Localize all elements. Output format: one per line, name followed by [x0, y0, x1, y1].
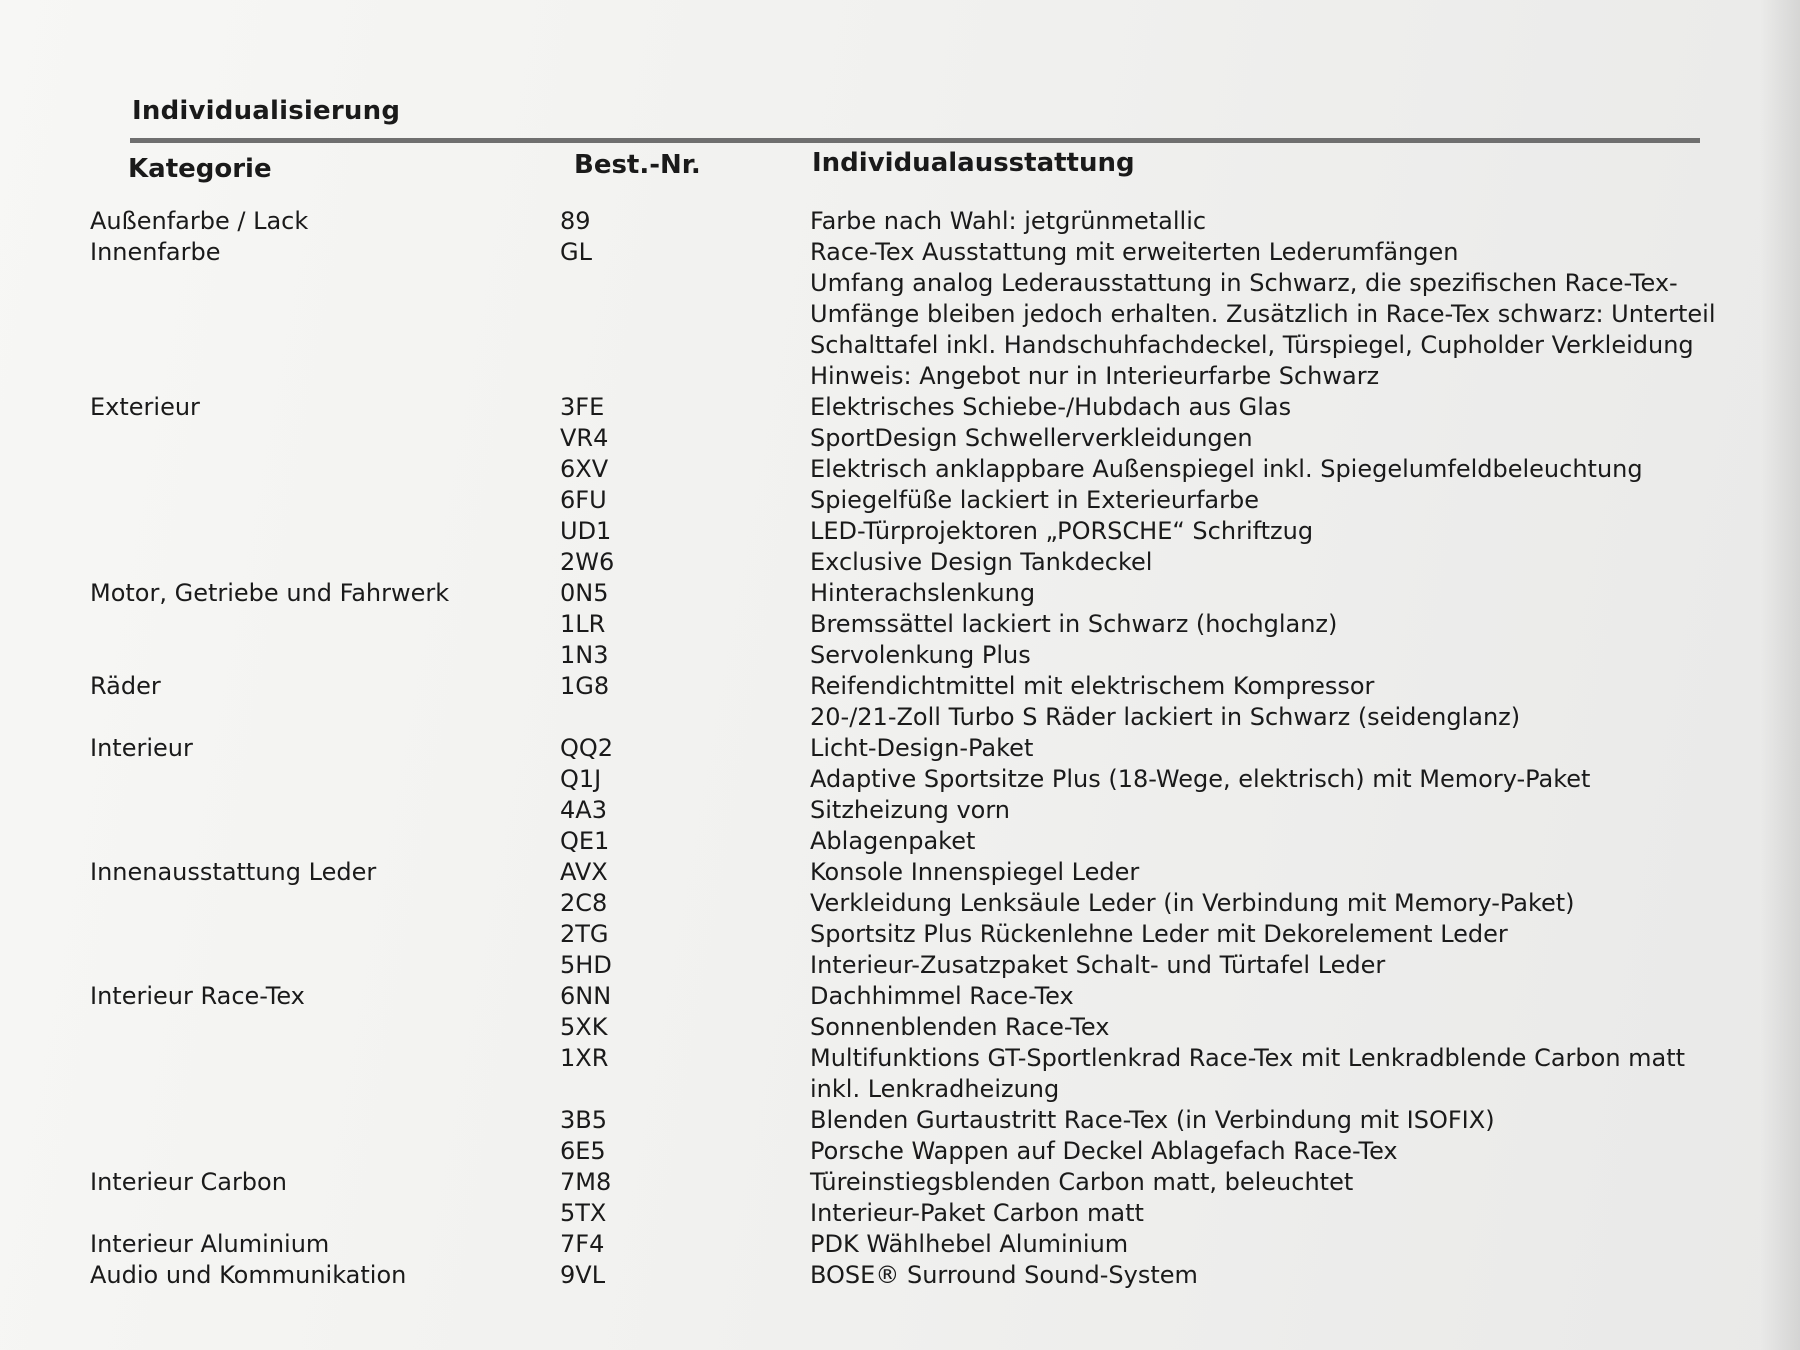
order-number-cell: VR4	[560, 424, 609, 452]
order-number-cell: UD1	[560, 517, 612, 545]
description-cell: Multifunktions GT-Sportlenkrad Race-Tex mit Lenkradblende Carbon matt	[810, 1044, 1686, 1072]
description-cell: Sportsitz Plus Rückenlehne Leder mit Dekorelement Leder	[810, 920, 1508, 948]
description-cell: Spiegelfüße lackiert in Exterieurfarbe	[810, 486, 1260, 514]
description-cell: LED-Türprojektoren „PORSCHE“ Schriftzug	[810, 517, 1314, 545]
table-row	[90, 888, 1715, 919]
table-row	[90, 1105, 1715, 1136]
category-cell: Räder	[90, 672, 161, 700]
description-cell: Licht-Design-Paket	[810, 734, 1034, 762]
category-cell: Exterieur	[90, 393, 200, 421]
order-number-cell: 89	[560, 207, 591, 235]
order-number-cell: 1XR	[560, 1044, 609, 1072]
order-number-cell: 6FU	[560, 486, 607, 514]
table-row	[90, 1043, 1715, 1074]
category-cell	[90, 826, 560, 857]
table-row	[90, 640, 1715, 671]
category-cell	[90, 423, 560, 454]
table-row	[90, 919, 1715, 950]
description-cell: Umfänge bleiben jedoch erhalten. Zusätzlich in Race-Tex schwarz: Unterteil	[810, 300, 1716, 328]
category-cell	[90, 1043, 560, 1074]
order-number-cell: 9VL	[560, 1261, 606, 1289]
order-number-cell: QE1	[560, 827, 610, 855]
description-cell: Reifendichtmittel mit elektrischem Kompressor	[810, 672, 1375, 700]
description-cell: Hinterachslenkung	[810, 579, 1036, 607]
order-number-cell: Q1J	[560, 765, 602, 793]
order-number-cell	[560, 702, 810, 733]
description-cell: Bremssättel lackiert in Schwarz (hochglanz)	[810, 610, 1338, 638]
order-number-cell: 1G8	[560, 672, 610, 700]
order-number-cell: 6E5	[560, 1137, 606, 1165]
table-row	[90, 1167, 1715, 1198]
order-number-cell: 2C8	[560, 889, 608, 917]
description-cell: BOSE® Surround Sound-System	[810, 1261, 1198, 1289]
order-number-cell	[560, 268, 810, 299]
category-cell	[90, 609, 560, 640]
table-row	[90, 1260, 1715, 1291]
description-cell: Hinweis: Angebot nur in Interieurfarbe Schwarz	[810, 362, 1380, 390]
description-cell: Blenden Gurtaustritt Race-Tex (in Verbindung mit ISOFIX)	[810, 1106, 1495, 1134]
category-cell: Audio und Kommunikation	[90, 1261, 407, 1289]
category-cell	[90, 454, 560, 485]
category-cell: Innenfarbe	[90, 238, 221, 266]
category-cell	[90, 1198, 560, 1229]
table-row	[90, 1198, 1715, 1229]
description-cell: Verkleidung Lenksäule Leder (in Verbindung mit Memory-Paket)	[810, 889, 1575, 917]
category-cell	[90, 547, 560, 578]
category-cell: Motor, Getriebe und Fahrwerk	[90, 579, 450, 607]
table-row	[90, 516, 1715, 547]
order-number-cell: 7M8	[560, 1168, 612, 1196]
category-cell	[90, 1074, 560, 1105]
order-number-cell: 1LR	[560, 610, 606, 638]
description-cell: Adaptive Sportsitze Plus (18-Wege, elektrisch) mit Memory-Paket	[810, 765, 1591, 793]
table-row	[90, 1074, 1715, 1105]
table-row	[90, 857, 1715, 888]
description-cell: Servolenkung Plus	[810, 641, 1031, 669]
description-cell: Interieur-Paket Carbon matt	[810, 1199, 1144, 1227]
description-cell: Race-Tex Ausstattung mit erweiterten Lederumfängen	[810, 238, 1459, 266]
category-cell	[90, 299, 560, 330]
table-row	[90, 1012, 1715, 1043]
table-row	[90, 547, 1715, 578]
order-number-cell: 3FE	[560, 393, 605, 421]
table-row	[90, 826, 1715, 857]
column-header-individualausstattung: Individualausstattung	[812, 148, 1135, 178]
table-row	[90, 237, 1715, 268]
table-row	[90, 299, 1715, 330]
table-row	[90, 268, 1715, 299]
order-number-cell: AVX	[560, 858, 608, 886]
table-row	[90, 485, 1715, 516]
order-number-cell: 1N3	[560, 641, 609, 669]
section-title: Individualisierung	[132, 96, 401, 126]
category-cell: Interieur	[90, 734, 193, 762]
category-cell	[90, 361, 560, 392]
category-cell	[90, 1105, 560, 1136]
category-cell: Interieur Aluminium	[90, 1230, 330, 1258]
description-cell: Exclusive Design Tankdeckel	[810, 548, 1153, 576]
category-cell	[90, 640, 560, 671]
category-cell	[90, 919, 560, 950]
description-cell: Umfang analog Lederausstattung in Schwarz, die spezifischen Race-Tex-	[810, 269, 1678, 297]
table-row	[90, 361, 1715, 392]
table-row	[90, 950, 1715, 981]
order-number-cell: 5HD	[560, 951, 612, 979]
table-row	[90, 1136, 1715, 1167]
order-number-cell: 3B5	[560, 1106, 608, 1134]
description-cell: inkl. Lenkradheizung	[810, 1075, 1060, 1103]
description-cell: PDK Wählhebel Aluminium	[810, 1230, 1129, 1258]
order-number-cell: 0N5	[560, 579, 609, 607]
order-number-cell: 7F4	[560, 1230, 605, 1258]
table-row	[90, 578, 1715, 609]
description-cell: Türeinstiegsblenden Carbon matt, beleuchtet	[810, 1168, 1354, 1196]
equipment-table-body	[90, 206, 1715, 1291]
equipment-table	[90, 206, 1715, 1291]
table-row	[90, 981, 1715, 1012]
table-row	[90, 702, 1715, 733]
table-row	[90, 392, 1715, 423]
order-number-cell: 4A3	[560, 796, 607, 824]
table-row	[90, 609, 1715, 640]
description-cell: Porsche Wappen auf Deckel Ablagefach Race-Tex	[810, 1137, 1398, 1165]
column-header-kategorie: Kategorie	[128, 154, 272, 184]
order-number-cell	[560, 361, 810, 392]
table-row	[90, 206, 1715, 237]
order-number-cell: 2W6	[560, 548, 615, 576]
category-cell: Außenfarbe / Lack	[90, 207, 309, 235]
table-row	[90, 1229, 1715, 1260]
category-cell: Interieur Race-Tex	[90, 982, 305, 1010]
order-number-cell: 5XK	[560, 1013, 608, 1041]
category-cell	[90, 950, 560, 981]
description-cell: Elektrisches Schiebe-/Hubdach aus Glas	[810, 393, 1292, 421]
category-cell: Innenausstattung Leder	[90, 858, 377, 886]
order-number-cell: QQ2	[560, 734, 614, 762]
table-row	[90, 764, 1715, 795]
order-number-cell: 6NN	[560, 982, 612, 1010]
category-cell	[90, 330, 560, 361]
description-cell: Elektrisch anklappbare Außenspiegel inkl. Spiegelumfeldbeleuchtung	[810, 455, 1643, 483]
order-number-cell	[560, 299, 810, 330]
description-cell: Ablagenpaket	[810, 827, 976, 855]
table-row	[90, 454, 1715, 485]
order-number-cell: 5TX	[560, 1199, 607, 1227]
category-cell	[90, 485, 560, 516]
order-number-cell	[560, 330, 810, 361]
table-row	[90, 733, 1715, 764]
category-cell	[90, 888, 560, 919]
table-row	[90, 330, 1715, 361]
order-number-cell: GL	[560, 238, 592, 266]
category-cell	[90, 268, 560, 299]
header-rule	[130, 138, 1700, 143]
description-cell: Farbe nach Wahl: jetgrünmetallic	[810, 207, 1207, 235]
category-cell	[90, 1136, 560, 1167]
category-cell: Interieur Carbon	[90, 1168, 287, 1196]
order-number-cell	[560, 1074, 810, 1105]
category-cell	[90, 516, 560, 547]
description-cell: Sonnenblenden Race-Tex	[810, 1013, 1110, 1041]
description-cell: Interieur-Zusatzpaket Schalt- und Türtafel Leder	[810, 951, 1386, 979]
category-cell	[90, 1012, 560, 1043]
description-cell: SportDesign Schwellerverkleidungen	[810, 424, 1253, 452]
order-number-cell: 2TG	[560, 920, 609, 948]
order-number-cell: 6XV	[560, 455, 609, 483]
category-cell	[90, 702, 560, 733]
description-cell: 20-/21-Zoll Turbo S Räder lackiert in Schwarz (seidenglanz)	[810, 703, 1521, 731]
table-row	[90, 423, 1715, 454]
description-cell: Konsole Innenspiegel Leder	[810, 858, 1140, 886]
description-cell: Schalttafel inkl. Handschuhfachdeckel, Türspiegel, Cupholder Verkleidung	[810, 331, 1694, 359]
category-cell	[90, 795, 560, 826]
category-cell	[90, 764, 560, 795]
table-row	[90, 671, 1715, 702]
description-cell: Dachhimmel Race-Tex	[810, 982, 1074, 1010]
column-header-best-nr: Best.-Nr.	[574, 150, 701, 180]
table-row	[90, 795, 1715, 826]
description-cell: Sitzheizung vorn	[810, 796, 1010, 824]
